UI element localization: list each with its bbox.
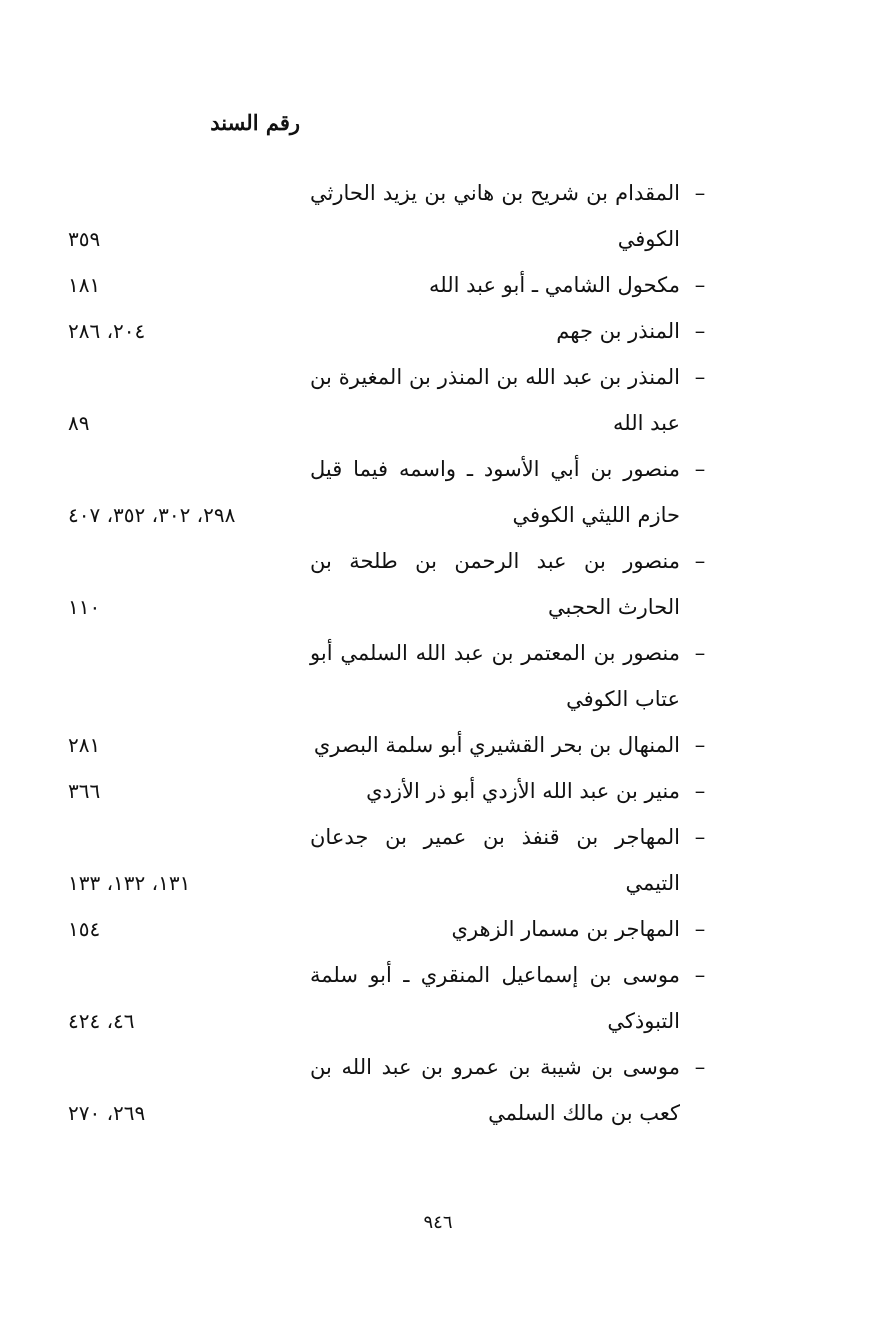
list-item bbox=[60, 170, 720, 262]
list-item bbox=[60, 722, 720, 768]
entry-dash: – bbox=[694, 549, 706, 573]
narrator-name: منصور بن أبي الأسود ـ واسمه فيما قيل حازم الليثي الكوفي bbox=[310, 457, 680, 527]
entry-dash: – bbox=[694, 779, 706, 803]
narrator-index-list bbox=[60, 170, 720, 1136]
narrator-name: المهاجر بن قنفذ بن عمير بن جدعان التيمي bbox=[310, 825, 680, 895]
sanad-numbers: ١٣١، ١٣٢، ١٣٣ bbox=[68, 871, 191, 895]
sanad-numbers: ٢٦٩، ٢٧٠ bbox=[68, 1101, 146, 1125]
narrator-name: المقدام بن شريح بن هاني بن يزيد الحارثي الكوفي bbox=[310, 181, 680, 251]
narrator-name: منير بن عبد الله الأزدي أبو ذر الأزدي bbox=[366, 779, 680, 803]
entry-dash: – bbox=[694, 273, 706, 297]
narrator-name: منصور بن عبد الرحمن بن طلحة بن الحارث الحجبي bbox=[310, 549, 680, 619]
list-item bbox=[60, 308, 720, 354]
list-item bbox=[60, 814, 720, 906]
list-item bbox=[60, 446, 720, 538]
narrator-name: المنهال بن بحر القشيري أبو سلمة البصري bbox=[313, 733, 680, 757]
sanad-numbers: ١١٠ bbox=[68, 595, 101, 619]
page-number: ٩٤٦ bbox=[423, 1212, 453, 1233]
narrator-name: مكحول الشامي ـ أبو عبد الله bbox=[428, 273, 680, 297]
narrator-name: منصور بن المعتمر بن عبد الله السلمي أبو عتاب الكوفي bbox=[310, 641, 680, 711]
list-item bbox=[60, 538, 720, 630]
narrator-name: المهاجر بن مسمار الزهري bbox=[451, 917, 680, 941]
list-item bbox=[60, 354, 720, 446]
list-item bbox=[60, 768, 720, 814]
list-item bbox=[60, 906, 720, 952]
entry-dash: – bbox=[694, 365, 706, 389]
entry-dash: – bbox=[694, 825, 706, 849]
sanad-numbers: ٤٦، ٤٢٤ bbox=[68, 1009, 135, 1033]
entry-dash: – bbox=[694, 641, 706, 665]
entry-dash: – bbox=[694, 917, 706, 941]
sanad-numbers: ٢٠٤، ٢٨٦ bbox=[68, 319, 146, 343]
list-item bbox=[60, 262, 720, 308]
sanad-numbers: ٣٦٦ bbox=[68, 779, 101, 803]
entry-dash: – bbox=[694, 457, 706, 481]
column-header-sanad-number: رقم السند bbox=[210, 110, 300, 135]
sanad-numbers: ١٥٤ bbox=[68, 917, 101, 941]
sanad-numbers: ٨٩ bbox=[68, 411, 90, 435]
list-item bbox=[60, 952, 720, 1044]
narrator-name: موسى بن شيبة بن عمرو بن عبد الله بن كعب بن مالك السلمي bbox=[310, 1055, 680, 1125]
list-item bbox=[60, 630, 720, 722]
list-item bbox=[60, 1044, 720, 1136]
entry-dash: – bbox=[694, 733, 706, 757]
sanad-numbers: ٣٥٩ bbox=[68, 227, 101, 251]
sanad-numbers: ٢٨١ bbox=[68, 733, 101, 757]
entry-dash: – bbox=[694, 181, 706, 205]
entry-dash: – bbox=[694, 963, 706, 987]
narrator-name: المنذر بن جهم bbox=[556, 319, 680, 343]
entry-dash: – bbox=[694, 1055, 706, 1079]
sanad-numbers: ١٨١ bbox=[68, 273, 101, 297]
sanad-numbers: ٢٩٨، ٣٠٢، ٣٥٢، ٤٠٧ bbox=[68, 503, 236, 527]
entry-dash: – bbox=[694, 319, 706, 343]
narrator-name: موسى بن إسماعيل المنقري ـ أبو سلمة التبوذكي bbox=[310, 963, 680, 1033]
narrator-name: المنذر بن عبد الله بن المنذر بن المغيرة بن عبد الله bbox=[310, 365, 680, 435]
